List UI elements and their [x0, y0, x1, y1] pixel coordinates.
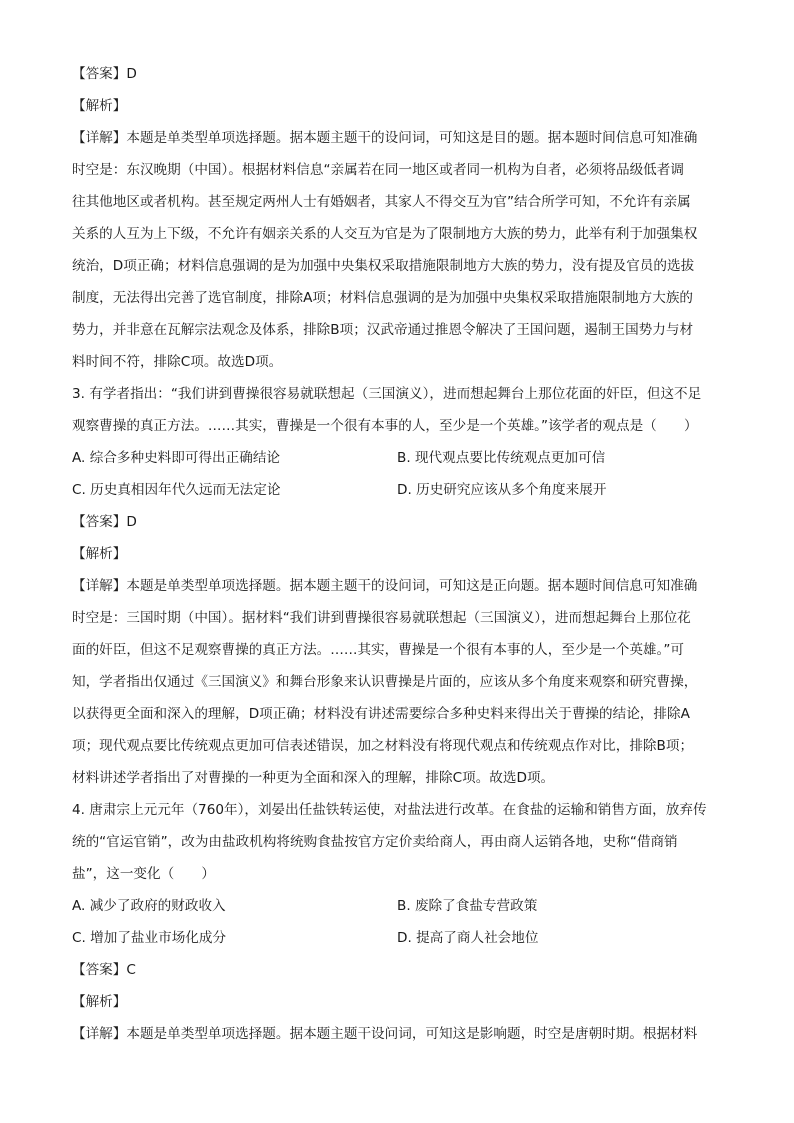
q3-stem-line: 3. 有学者指出：“我们讲到曹操很容易就联想起（三国演义），进而想起舞台上那位花面的奸臣，但这不足 — [72, 386, 702, 402]
q3-detail-line: 【详解】本题是单类型单项选择题。据本题主题干的设问词，可知这是正向题。据本题时间信息可知准确 — [72, 578, 698, 594]
q3-detail-line: 面的奸臣，但这不足观察曹操的真正方法。……其实，曹操是一个很有本事的人，至少是一个英雄。”可 — [72, 642, 684, 658]
q4-answer: 【答案】C — [72, 962, 136, 978]
q4-option-c: C. 增加了盐业市场化成分 — [72, 930, 227, 946]
q3-option-c: C. 历史真相因年代久远而无法定论 — [72, 482, 281, 498]
q2-detail-line: 料时间不符，排除C项。故选D项。 — [72, 354, 283, 370]
q2-detail-line: 统治，D项正确；材料信息强调的是为加强中央集权采取措施限制地方大族的势力，没有提及官员的选拔 — [72, 258, 695, 274]
q4-stem-line: 统的“官运官销”，改为由盐政机构将统购食盐按官方定价卖给商人，再由商人运销各地，史称“借商销 — [72, 834, 678, 850]
q3-detail-line: 知，学者指出仅通过《三国演义》和舞台形象来认识曹操是片面的，应该从多个角度来观察和研究曹操， — [72, 674, 698, 690]
q2-detail-line: 时空是：东汉晚期（中国）。根据材料信息“亲属若在同一地区或者同一机构为自者，必须将品级低者调 — [72, 162, 684, 178]
q3-option-b: B. 现代观点要比传统观点更加可信 — [397, 450, 606, 466]
q3-detail-line: 项；现代观点要比传统观点更加可信表述错误，加之材料没有将现代观点和传统观点作对比，排除B项； — [72, 738, 694, 754]
q4-option-d: D. 提高了商人社会地位 — [397, 930, 539, 946]
q3-option-d: D. 历史研究应该从多个角度来展开 — [397, 482, 607, 498]
q3-answer: 【答案】D — [72, 514, 137, 530]
q2-detail-line: 往其他地区或者机构。甚至规定两州人士有婚姻者，其家人不得交互为官”结合所学可知，不允许有亲属 — [72, 194, 691, 210]
q4-option-b: B. 废除了食盐专营政策 — [397, 898, 538, 914]
q2-analysis-heading: 【解析】 — [72, 98, 127, 114]
q3-detail-line: 以获得更全面和深入的理解，D项正确；材料没有讲述需要综合多种史料来得出关于曹操的结论，排除A — [72, 706, 690, 722]
q4-stem-line: 盐”，这一变化（ ） — [72, 866, 215, 882]
q3-analysis-heading: 【解析】 — [72, 546, 127, 562]
q3-detail-line: 时空是：三国时期（中国）。据材料“我们讲到曹操很容易就联想起（三国演义），进而想起舞台上那位花 — [72, 610, 691, 626]
q2-detail-line: 关系的人互为上下级，不允许有姻亲关系的人交互为官是为了限制地方大族的势力，此举有利于加强集权 — [72, 226, 698, 242]
q4-detail-line: 【详解】本题是单类型单项选择题。据本题主题干设问词，可知这是影响题，时空是唐朝时期。根据材料 — [72, 1026, 698, 1042]
q2-detail-line: 制度，无法得出完善了选官制度，排除A项；材料信息强调的是为加强中央集权采取措施限制地方大族的 — [72, 290, 694, 306]
q4-option-a: A. 减少了政府的财政收入 — [72, 898, 226, 914]
q4-stem-line: 4. 唐肃宗上元元年（760年），刘晏出任盐铁转运使，对盐法进行改革。在食盐的运输和销售方面，放弃传 — [72, 802, 707, 818]
q2-detail-line: 【详解】本题是单类型单项选择题。据本题主题干的设问词，可知这是目的题。据本题时间信息可知准确 — [72, 130, 698, 146]
q4-analysis-heading: 【解析】 — [72, 994, 127, 1010]
q2-detail-line: 势力，并非意在瓦解宗法观念及体系，排除B项；汉武帝通过推恩令解决了王国问题，遏制王国势力与材 — [72, 322, 694, 338]
q3-option-a: A. 综合多种史料即可得出正确结论 — [72, 450, 281, 466]
q3-stem-line: 观察曹操的真正方法。……其实，曹操是一个很有本事的人，至少是一个英雄。”该学者的观点是（ ） — [72, 418, 698, 434]
q3-detail-line: 材料讲述学者指出了对曹操的一种更为全面和深入的理解，排除C项。故选D项。 — [72, 770, 555, 786]
q2-answer: 【答案】D — [72, 66, 137, 82]
